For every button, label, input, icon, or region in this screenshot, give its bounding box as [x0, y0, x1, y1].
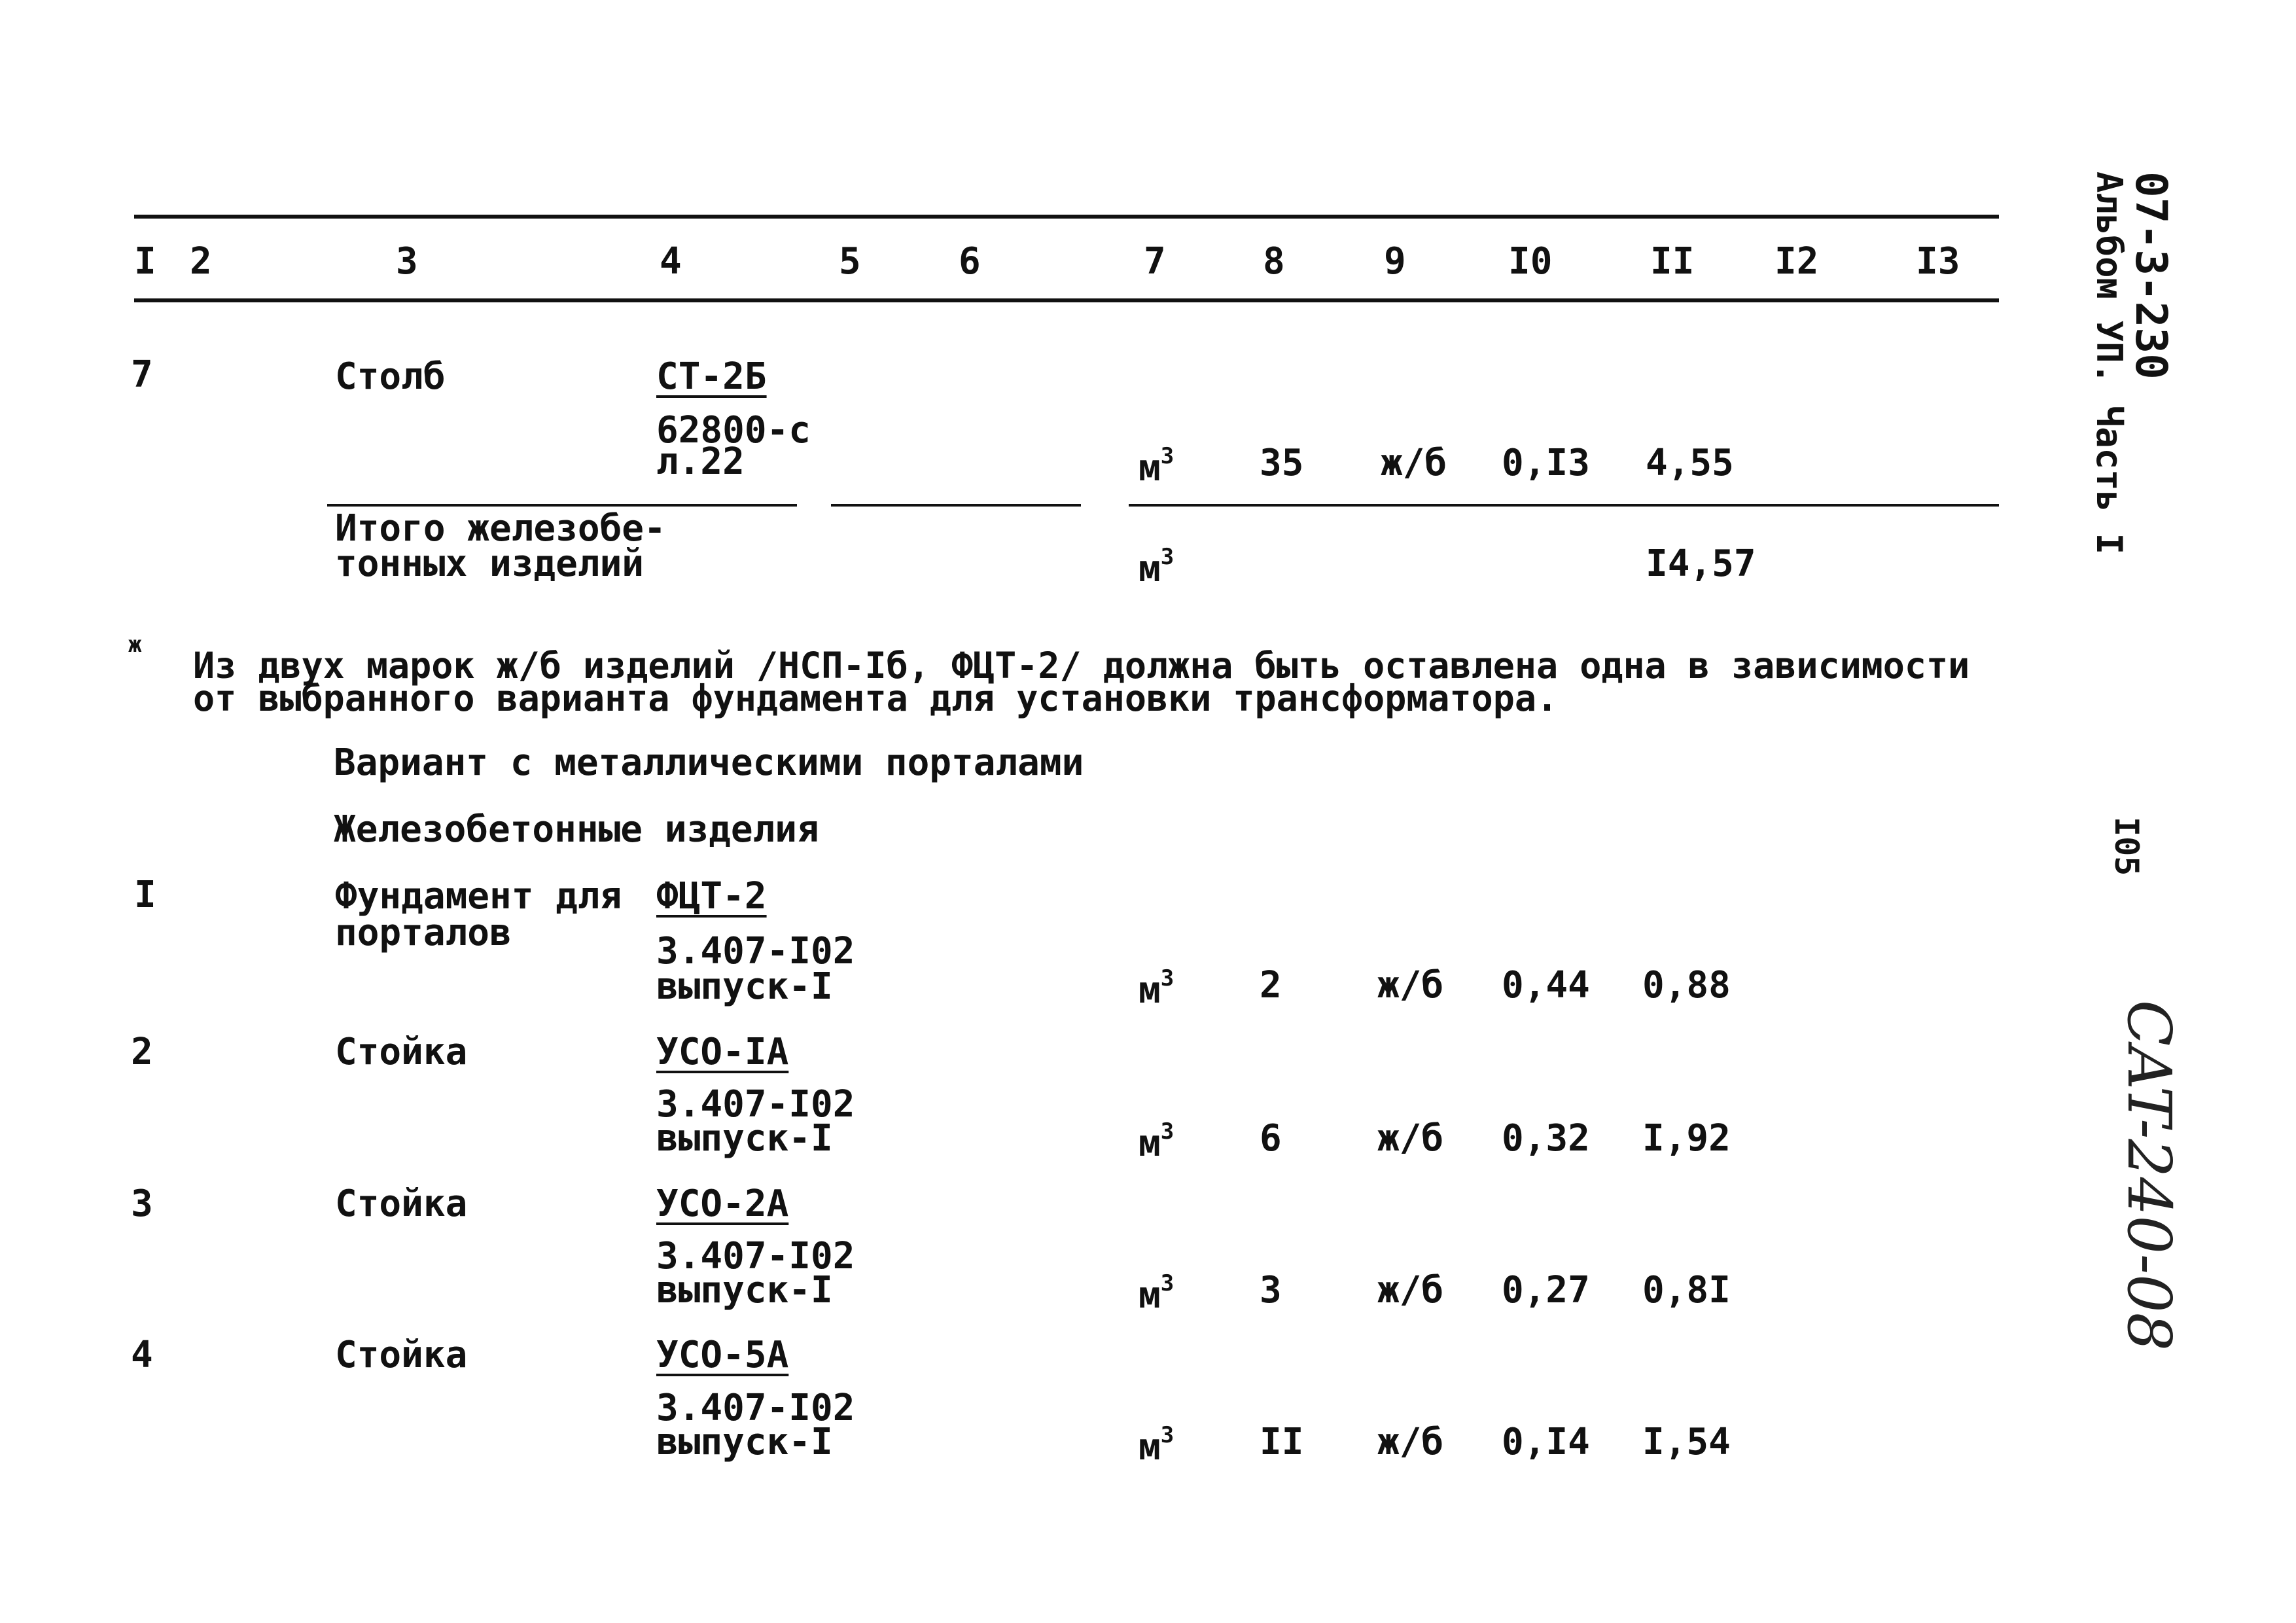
- total-volume: I,54: [1642, 1421, 1731, 1463]
- unit-volume: 0,27: [1502, 1269, 1590, 1311]
- doc-reference-line2: выпуск-I: [656, 1269, 833, 1311]
- quantity: 3: [1260, 1269, 1282, 1311]
- footnote-line1: Из двух марок ж/б изделий /НСП-Iб, ФЦТ-2/ должна быть оставлена одна в зависимости: [193, 645, 1970, 687]
- column-header-9: 9: [1384, 240, 1406, 283]
- subtotal-total: I4,57: [1646, 543, 1756, 585]
- doc-reference-line1: 3.407-I02: [656, 930, 855, 972]
- column-header-13: I3: [1916, 240, 1960, 283]
- material: ж/б: [1377, 964, 1444, 1007]
- column-header-6: 6: [959, 240, 981, 283]
- item-name-line2: порталов: [335, 912, 512, 954]
- column-header-11: II: [1650, 240, 1695, 283]
- subtotal-unit: $м^3$: [1139, 544, 1174, 590]
- column-header-8: 8: [1263, 240, 1285, 283]
- doc-reference-line2: выпуск-I: [656, 1117, 833, 1160]
- total-volume: 0,88: [1642, 964, 1731, 1007]
- item-name-line1: Фундамент для: [335, 875, 622, 918]
- material: ж/б: [1381, 442, 1447, 484]
- row-number: 2: [131, 1031, 153, 1073]
- column-header-10: I0: [1508, 240, 1553, 283]
- item-name-line1: Стойка: [335, 1334, 468, 1376]
- quantity: II: [1260, 1421, 1304, 1463]
- column-header-3: 3: [396, 240, 418, 283]
- quantity: 6: [1260, 1117, 1282, 1160]
- doc-reference-line1: 3.407-I02: [656, 1387, 855, 1429]
- doc-reference-line1: 3.407-I02: [656, 1083, 855, 1126]
- row-number: I: [134, 874, 156, 916]
- material: ж/б: [1377, 1117, 1444, 1160]
- column-header-1: I: [134, 240, 156, 283]
- total-volume: 4,55: [1646, 442, 1734, 484]
- doc-reference-line2: выпуск-I: [656, 965, 833, 1008]
- item-mark: СТ-2Б: [656, 355, 767, 398]
- subsection-title: Железобетонные изделия: [334, 808, 819, 851]
- page-number: I05: [2108, 817, 2146, 876]
- document-code: 07-3-230: [2126, 171, 2176, 380]
- column-header-5: 5: [839, 240, 861, 283]
- item-mark: УСО-IА: [656, 1031, 789, 1073]
- item-mark: УСО-2А: [656, 1183, 789, 1225]
- column-header-4: 4: [660, 240, 682, 283]
- doc-reference-line1: 62800-с: [656, 409, 811, 452]
- quantity: 2: [1260, 964, 1282, 1007]
- item-name-line1: Стойка: [335, 1183, 468, 1225]
- subtotal-rule-left: [327, 504, 797, 507]
- unit: $м^3$: [1139, 1118, 1174, 1165]
- footnote-marker: ж: [128, 632, 142, 658]
- unit: $м^3$: [1139, 965, 1174, 1012]
- material: ж/б: [1377, 1421, 1444, 1463]
- quantity: 35: [1260, 442, 1304, 484]
- subtotal-rule-middle: [831, 504, 1081, 507]
- item-mark: ФЦТ-2: [656, 875, 767, 918]
- handwritten-code: CAT-240-08: [2114, 1000, 2184, 1351]
- doc-reference-line2: выпуск-I: [656, 1421, 833, 1463]
- item-name: Столб: [335, 355, 446, 398]
- unit-volume: 0,32: [1502, 1117, 1590, 1160]
- row-number: 3: [131, 1183, 153, 1225]
- doc-reference-line1: 3.407-I02: [656, 1235, 855, 1277]
- column-header-7: 7: [1144, 240, 1166, 283]
- column-header-2: 2: [190, 240, 212, 283]
- subtotal-rule-right: [1129, 504, 1999, 507]
- doc-reference-line2: л.22: [656, 440, 745, 483]
- row-number: 4: [131, 1334, 153, 1376]
- unit-volume: 0,44: [1502, 964, 1590, 1007]
- item-mark: УСО-5А: [656, 1334, 789, 1376]
- column-header-12: I2: [1775, 240, 1819, 283]
- subtotal-label-line1: Итого железобе-: [335, 507, 666, 550]
- album-part-label: Альбом УП. Часть I: [2089, 171, 2130, 555]
- unit-volume: 0,I3: [1502, 442, 1590, 484]
- footnote-line2: от выбранного варианта фундамента для установки трансформатора.: [193, 677, 1559, 719]
- header-top-rule: [134, 215, 1999, 219]
- header-bottom-rule: [134, 298, 1999, 302]
- total-volume: I,92: [1642, 1117, 1731, 1160]
- subtotal-label-line2: тонных изделий: [335, 543, 645, 585]
- item-name-line1: Стойка: [335, 1031, 468, 1073]
- section-title: Вариант с металлическими порталами: [334, 741, 1084, 784]
- material: ж/б: [1377, 1269, 1444, 1311]
- unit: $м^3$: [1139, 1422, 1174, 1469]
- unit-volume: 0,I4: [1502, 1421, 1590, 1463]
- unit: $м^3$: [1139, 1270, 1174, 1317]
- total-volume: 0,8I: [1642, 1269, 1731, 1311]
- unit: $м^3$: [1139, 443, 1174, 490]
- row-number: 7: [131, 353, 153, 396]
